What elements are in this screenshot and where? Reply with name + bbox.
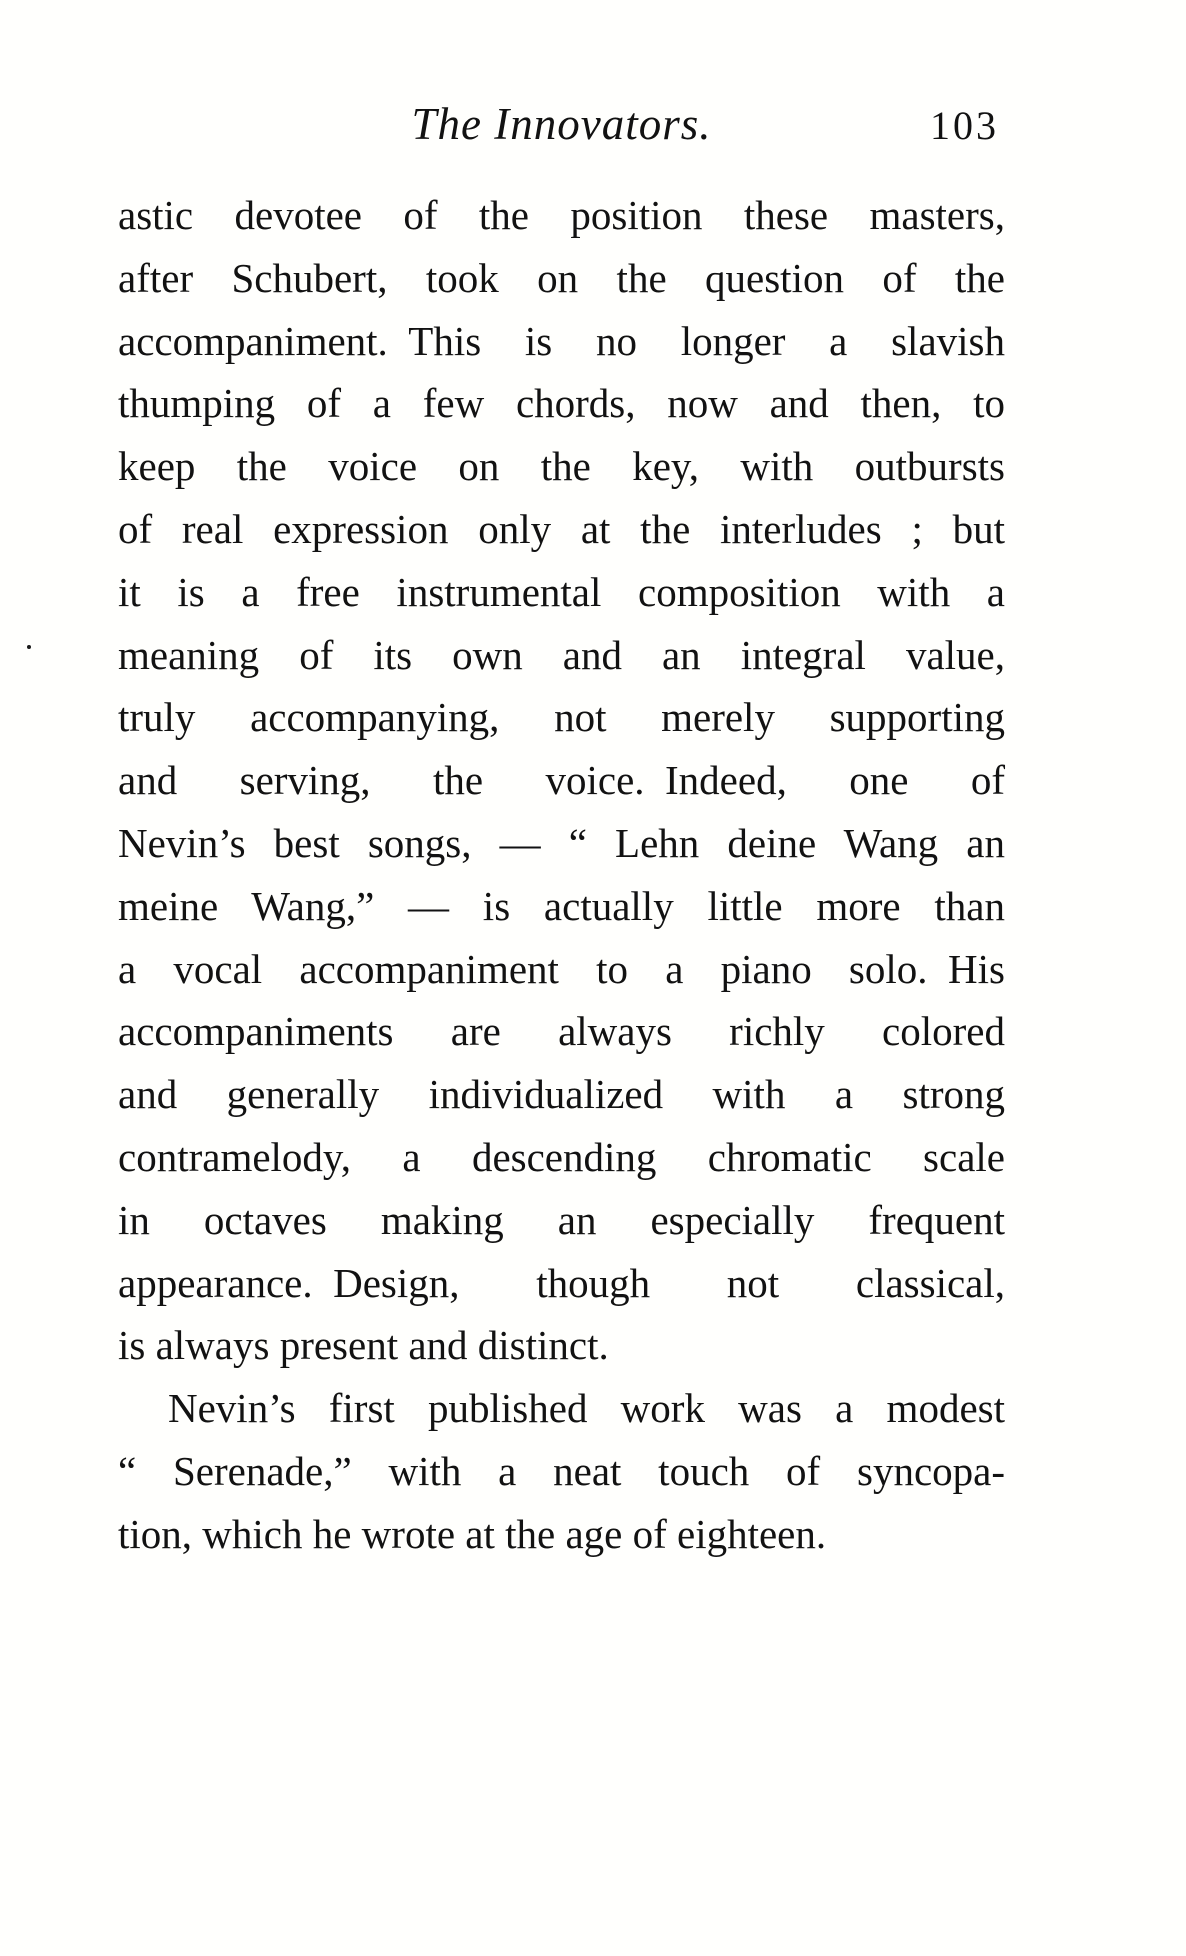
text-line: is always present and distinct.	[118, 1322, 609, 1369]
page-header	[118, 96, 1005, 156]
text-line: meaning of its own and an integral value,	[118, 631, 1005, 678]
text-line: and generally individualized with a strong	[118, 1071, 1005, 1118]
text-line: Nevin’s best songs, — “ Lehn deine Wang an	[118, 819, 1005, 866]
text-line: tion, which he wrote at the age of eighteen.	[118, 1510, 827, 1557]
text-line: accompaniments are always richly colored	[118, 1008, 1005, 1055]
text-line: after Schubert, took on the question of the	[118, 254, 1005, 301]
page-number: 103	[930, 103, 999, 148]
text-line: a vocal accompaniment to a piano solo. His	[118, 945, 1005, 992]
text-line: in octaves making an especially frequent	[118, 1196, 1005, 1243]
text-line: truly accompanying, not merely supporting	[118, 694, 1005, 741]
body-text	[118, 184, 1005, 1566]
text-line: keep the voice on the key, with outbursts	[118, 443, 1005, 490]
scan-speck-artifact	[27, 645, 31, 649]
text-line: astic devotee of the position these masters,	[118, 192, 1005, 238]
running-title: The Innovators.	[411, 99, 712, 149]
text-line: accompaniment. This is no longer a slavish	[118, 317, 1005, 364]
text-line: “ Serenade,” with a neat touch of syncopa-	[118, 1447, 1005, 1494]
text-line: contramelody, a descending chromatic scale	[118, 1133, 1005, 1180]
text-line: meine Wang,” — is actually little more than	[118, 882, 1005, 929]
text-line: and serving, the voice. Indeed, one of	[118, 757, 1005, 804]
text-line: of real expression only at the interludes ; but	[118, 505, 1005, 552]
text-line: it is a free instrumental composition with a	[118, 568, 1005, 615]
text-line: thumping of a few chords, now and then, to	[118, 380, 1005, 427]
text-line: Nevin’s first published work was a modest	[168, 1385, 1005, 1432]
text-line: appearance. Design, though not classical,	[118, 1259, 1005, 1306]
